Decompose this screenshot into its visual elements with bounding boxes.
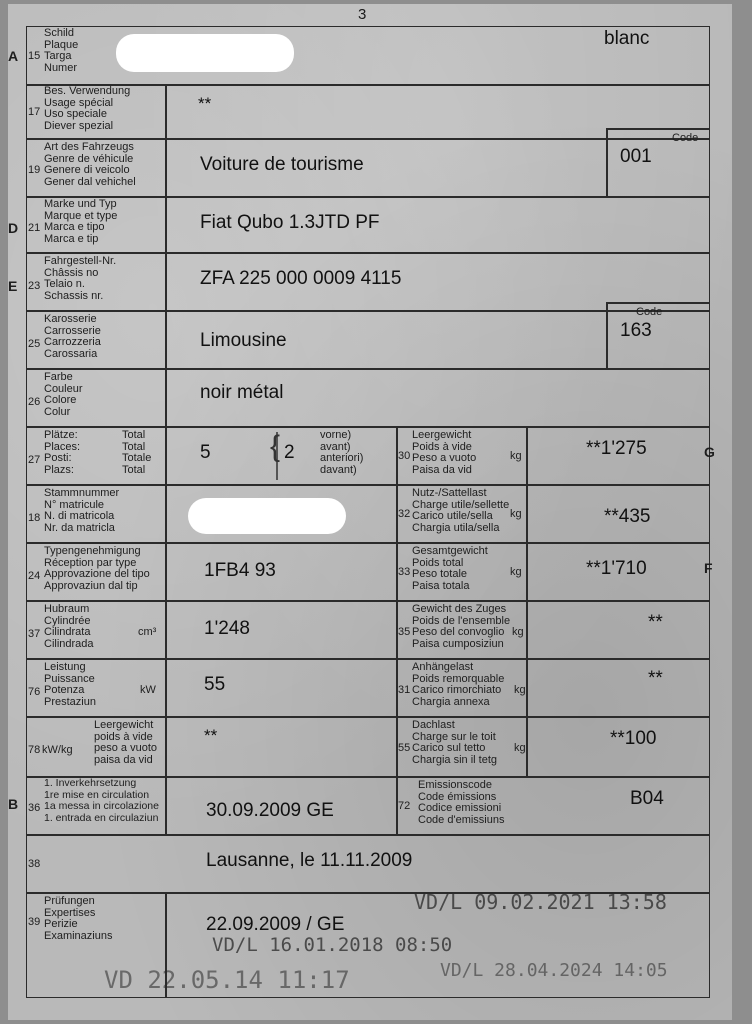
field-number-19: 19 [28,164,41,176]
payload-value: **435 [604,506,651,527]
power-value: 55 [204,674,226,695]
seats-brace-icon: { [270,430,281,463]
towing-load-label: Anhängelast Poids remorquable Carico rimorchiato Chargia annexa [412,661,505,708]
displacement-unit: cm³ [138,626,157,638]
row-letter-f: F [704,560,713,576]
special-use-value: ** [198,94,212,113]
row-divider [26,716,710,718]
chassis-value: ZFA 225 000 0009 4115 [200,268,402,289]
code-box-divider [606,302,710,304]
body-code-label: Code [636,306,663,318]
right-unit-divider [526,426,528,776]
vehicle-type-code-label: Code [672,132,699,144]
chassis-label: Fahrgestell-Nr. Châssis no Telaio n. Schassis nr. [44,255,117,302]
seats-front-value: 2 [284,442,295,463]
page-number: 3 [358,6,367,23]
roof-load-unit: kg [514,742,526,754]
field-number-21: 21 [28,222,41,234]
seats-total-label: Total Total Totale Total [122,429,152,476]
field-number-32: 32 [398,508,411,520]
field-number-25: 25 [28,338,41,350]
total-weight-value: **1'710 [586,558,647,579]
power-weight-unit: kW/kg [42,744,73,756]
inspection-stamp: VD/L 09.02.2021 13:58 [414,890,667,914]
body-value: Limousine [200,330,287,351]
vehicle-type-code: 001 [620,146,652,167]
make-model-label: Marke und Typ Marque et type Marca e tipo Marca e tip [44,198,118,245]
empty-weight-unit: kg [510,450,522,462]
roof-load-label: Dachlast Charge sur le toit Carico sul tetto Chargia sin il tetg [412,719,497,766]
seats-label: Plätze: Places: Posti: Plazs: [44,429,81,476]
code-box-divider [606,128,608,196]
inspections-value: 22.09.2009 / GE [206,914,345,935]
field-number-37: 37 [28,628,41,640]
color-label: Farbe Couleur Colore Colur [44,371,83,418]
field-number-23: 23 [28,280,41,292]
payload-unit: kg [510,508,522,520]
row-divider [26,658,710,660]
empty-weight-label: Leergewicht Poids à vide Peso a vuoto Paisa da vid [412,429,477,476]
total-weight-unit: kg [510,566,522,578]
row-letter-g: G [704,444,715,460]
place-date-value: Lausanne, le 11.11.2009 [206,850,413,871]
field-number-18: 18 [28,512,41,524]
inspection-stamp: VD/L 28.04.2024 14:05 [440,960,668,981]
train-weight-value: ** [648,612,663,633]
field-number-17: 17 [28,106,41,118]
inspections-label: Prüfungen Expertises Perizie Examinaziuns [44,895,113,942]
displacement-value: 1'248 [204,618,250,639]
plate-redaction [116,34,294,72]
plate-value: blanc [604,28,650,49]
row-letter-a: A [8,48,19,64]
field-number-39: 39 [28,916,41,928]
code-box-divider [606,128,710,130]
row-divider [26,484,710,486]
field-number-33: 33 [398,566,411,578]
field-number-26: 26 [28,396,41,408]
vehicle-type-value: Voiture de tourisme [200,154,364,175]
first-registration-value: 30.09.2009 GE [206,800,334,821]
row-divider [26,542,710,544]
row-divider [26,426,710,428]
field-number-35: 35 [398,626,411,638]
color-value: noir métal [200,382,284,403]
plate-label: Schild Plaque Targa Numer [44,27,79,74]
code-box-divider [606,302,608,368]
vehicle-type-label: Art des Fahrzeugs Genre de véhicule Genere di veicolo Gener dal vehichel [44,141,136,188]
total-weight-label: Gesamtgewicht Poids total Peso totale Paisa totala [412,545,488,592]
field-number-15: 15 [28,50,41,62]
train-weight-label: Gewicht des Zuges Poids de l'ensemble Peso del convoglio Paisa cumposiziun [412,603,511,650]
row-divider [26,368,710,370]
first-registration-label: 1. Inverkehrsetzung 1re mise en circulation 1a messa in circolazione 1. entrada en circulaziun [44,777,159,824]
field-number-27: 27 [28,454,41,466]
roof-load-value: **100 [610,728,657,749]
train-weight-unit: kg [512,626,524,638]
power-unit: kW [140,684,156,696]
registration-document-page [8,4,732,1020]
type-approval-label: Typengenehmigung Réception par type Approvazione del tipo Approvaziun dal tip [44,545,150,592]
matricule-label: Stammnummer N° matricule N. di matricola Nr. da matricla [44,487,120,534]
field-number-78: 78 [28,744,41,756]
emission-code-label: Emissionscode Code émissions Codice emissioni Code d'emissiuns [418,779,505,826]
field-number-38: 38 [28,858,41,870]
towing-load-unit: kg [514,684,526,696]
power-label: Leistung Puissance Potenza Prestaziun [44,661,96,708]
towing-load-value: ** [648,668,663,689]
body-code: 163 [620,320,652,341]
row-divider [26,196,710,198]
inspection-stamp: VD/L 16.01.2018 08:50 [212,934,453,956]
label-column-divider [165,84,167,834]
type-approval-value: 1FB4 93 [204,560,276,581]
seats-front-label: vorne) avant) anteriori) davant) [320,429,364,476]
field-number-72: 72 [398,800,411,812]
field-number-36: 36 [28,802,41,814]
row-divider [26,600,710,602]
emission-code-value: B04 [630,788,664,809]
empty-weight-value: **1'275 [586,438,647,459]
seats-total-value: 5 [200,442,211,463]
matricule-redaction [188,498,346,534]
special-use-label: Bes. Verwendung Usage spécial Uso speciale Diever spezial [44,85,131,132]
field-number-76: 76 [28,686,41,698]
field-number-31: 31 [398,684,411,696]
field-number-24: 24 [28,570,41,582]
inspection-stamp: VD 22.05.14 11:17 [104,966,350,994]
power-weight-label: Leergewicht poids à vide peso a vuoto paisa da vid [94,719,157,766]
row-letter-e: E [8,278,18,294]
field-number-55: 55 [398,742,411,754]
payload-label: Nutz-/Sattellast Charge utile/sellette Carico utile/sella Chargia utila/sella [412,487,510,534]
row-letter-d: D [8,220,19,236]
row-divider [26,834,710,836]
displacement-label: Hubraum Cylindrée Cilindrata Cilindrada [44,603,94,650]
make-model-value: Fiat Qubo 1.3JTD PF [200,212,380,233]
row-letter-b: B [8,796,19,812]
row-divider [26,252,710,254]
power-weight-value: ** [204,726,218,745]
body-label: Karosserie Carrosserie Carrozzeria Carossaria [44,313,101,360]
field-number-30: 30 [398,450,411,462]
